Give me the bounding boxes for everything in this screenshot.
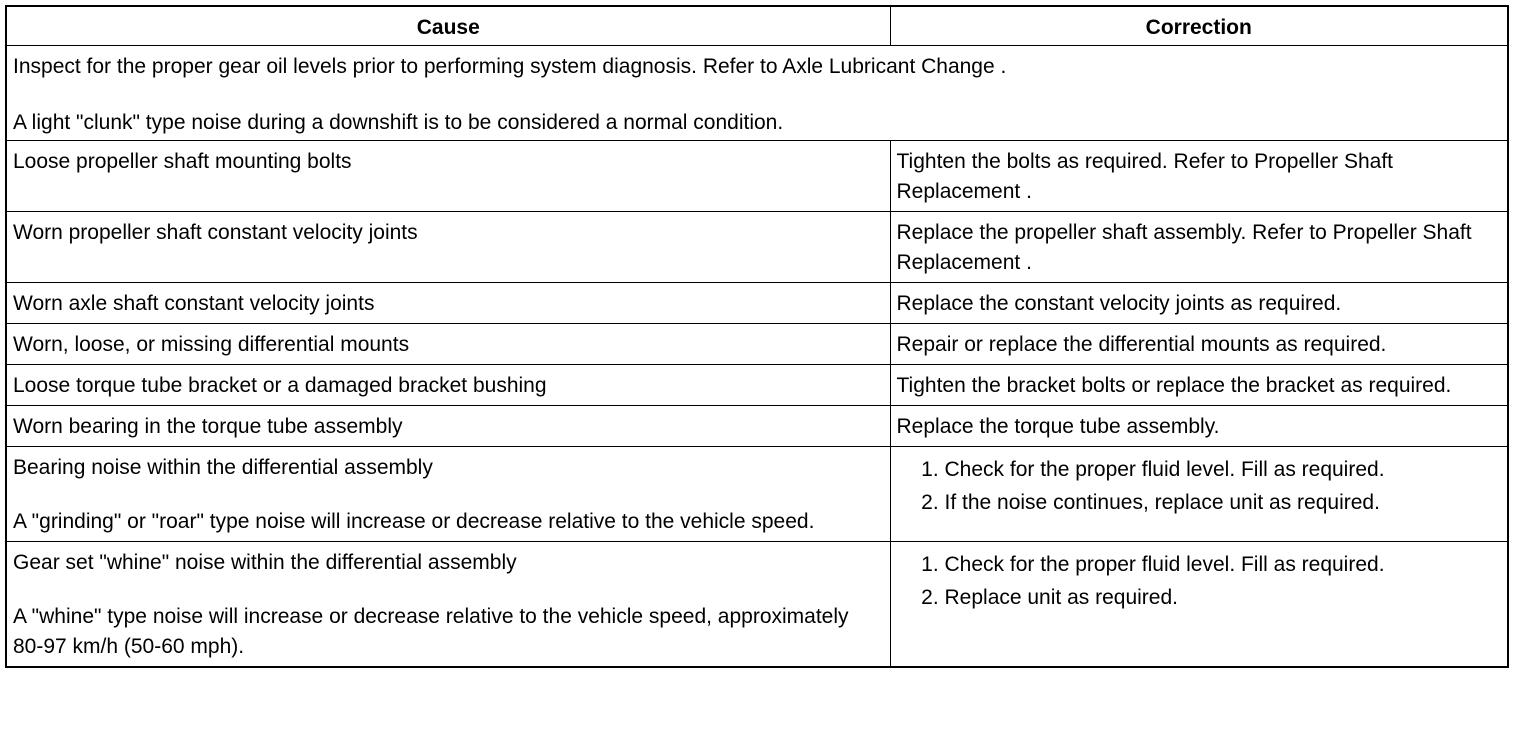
correction-cell <box>890 212 1508 283</box>
cause-text: Worn propeller shaft constant velocity joints <box>13 221 418 244</box>
correction-text: Replace the constant velocity joints as required. <box>896 292 1342 315</box>
header-correction: Correction <box>890 6 1508 46</box>
table-row <box>6 212 1508 283</box>
table-row <box>6 141 1508 212</box>
cause-cell <box>6 447 890 542</box>
cause-text: Loose propeller shaft mounting bolts <box>13 150 352 173</box>
correction-steps <box>897 453 1502 519</box>
cause-text: Worn, loose, or missing differential mounts <box>13 333 410 356</box>
cause-cell <box>6 406 890 447</box>
correction-text: Replace the torque tube assembly. <box>896 415 1220 438</box>
correction-text: Tighten the bracket bolts or replace the bracket as required. <box>896 374 1452 397</box>
cause-text: Worn bearing in the torque tube assembly <box>13 415 403 438</box>
correction-text: Replace the propeller shaft assembly. Refer to Propeller Shaft Replacement . <box>896 221 1472 274</box>
cause-text: Worn axle shaft constant velocity joints <box>13 292 375 315</box>
table-row <box>6 406 1508 447</box>
note-cell <box>6 46 1508 141</box>
cause-cell <box>6 542 890 668</box>
list-item: 2. If the noise continues, replace unit as required. <box>945 486 1502 519</box>
table-row <box>6 324 1508 365</box>
cause-text: Bearing noise within the differential assembly <box>13 456 433 479</box>
diagnostic-table <box>5 5 1509 668</box>
cause-cell <box>6 365 890 406</box>
cause-cell <box>6 324 890 365</box>
cause-detail: A "whine" type noise will increase or decrease relative to the vehicle speed, approximately 80-97 km/h (50-60 mph). <box>13 605 849 658</box>
diagnostic-table-container <box>5 5 1507 668</box>
correction-cell <box>890 283 1508 324</box>
correction-cell <box>890 141 1508 212</box>
note-line-2: A light "clunk" type noise during a downshift is to be considered a normal condition. <box>13 111 784 134</box>
header-cause: Cause <box>6 6 890 46</box>
correction-steps <box>897 548 1502 614</box>
note-row <box>6 46 1508 141</box>
correction-cell <box>890 542 1508 668</box>
table-row <box>6 365 1508 406</box>
correction-cell <box>890 324 1508 365</box>
cause-text: Loose torque tube bracket or a damaged bracket bushing <box>13 374 547 397</box>
table-row <box>6 542 1508 668</box>
header-row <box>6 6 1508 46</box>
cause-detail: A "grinding" or "roar" type noise will increase or decrease relative to the vehicle speed. <box>13 510 815 533</box>
table-row <box>6 283 1508 324</box>
correction-cell <box>890 447 1508 542</box>
correction-text: Tighten the bolts as required. Refer to Propeller Shaft Replacement . <box>896 150 1393 203</box>
correction-text: Repair or replace the differential mounts as required. <box>896 333 1387 356</box>
note-line-1: Inspect for the proper gear oil levels prior to performing system diagnosis. Refer to Axle Lubricant Change . <box>13 55 1007 78</box>
list-item: 1. Check for the proper fluid level. Fill as required. <box>945 548 1502 581</box>
table-row <box>6 447 1508 542</box>
correction-cell <box>890 365 1508 406</box>
cause-cell <box>6 212 890 283</box>
correction-cell <box>890 406 1508 447</box>
list-item: 1. Check for the proper fluid level. Fill as required. <box>945 453 1502 486</box>
cause-text: Gear set "whine" noise within the differential assembly <box>13 551 517 574</box>
list-item: 2. Replace unit as required. <box>945 581 1502 614</box>
cause-cell <box>6 141 890 212</box>
cause-cell <box>6 283 890 324</box>
